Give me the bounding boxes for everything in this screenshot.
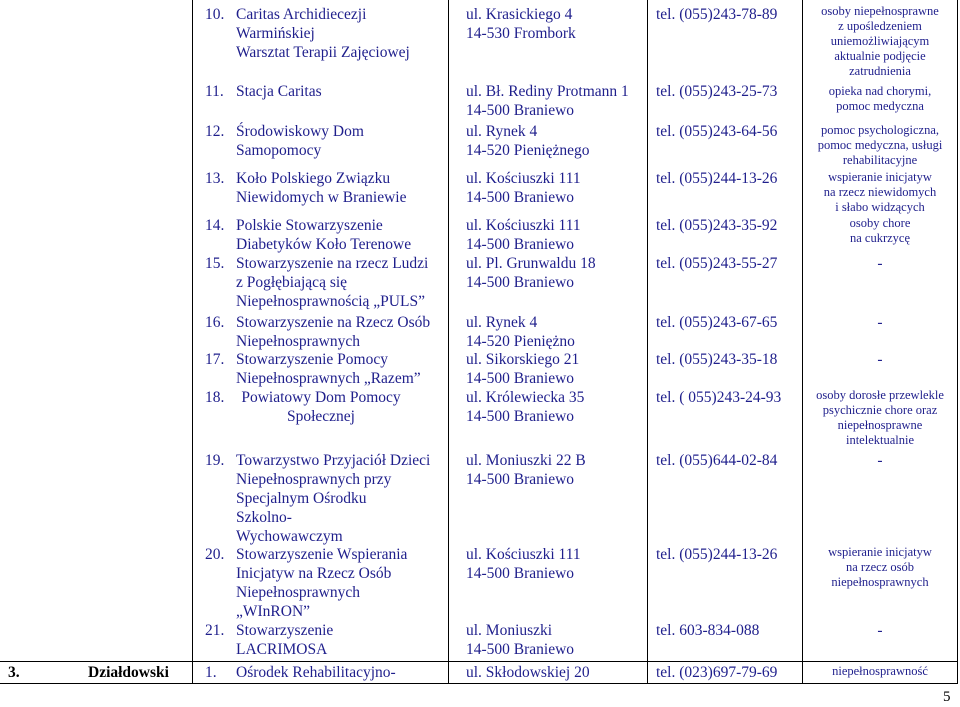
phone: tel. (055)243-35-18 — [656, 351, 778, 368]
organization-name: Stowarzyszenie Pomocy Niepełnosprawnych „Razem” — [236, 351, 421, 387]
row-number: 1. — [205, 664, 217, 681]
phone: tel. (055)244-13-26 — [656, 170, 778, 187]
organization-name: Ośrodek Rehabilitacyjno- — [236, 664, 396, 681]
phone: tel. (055)243-78-89 — [656, 6, 778, 23]
row-number: 17. — [205, 351, 225, 368]
table-col-divider-1 — [448, 0, 449, 662]
organization-name: Powiatowy Dom Pomocy Społecznej — [241, 389, 401, 425]
footer-col-divider-phone — [647, 661, 648, 684]
phone: tel. 603-834-088 — [656, 622, 760, 639]
phone: tel. (055)243-35-92 — [656, 217, 778, 234]
organization-name: Towarzystwo Przyjaciół Dzieci Niepełnosprawnych przy Specjalnym Ośrodku Szkolno- Wychowawczym — [236, 452, 431, 545]
organization-name: Stowarzyszenie Wspierania Inicjatyw na Rzecz Osób Niepełnosprawnych „WInRON” — [236, 546, 408, 620]
address: ul. Rynek 4 14-520 Pieniężnego — [466, 123, 590, 159]
organization-name: Stowarzyszenie na Rzecz Osób Niepełnosprawnych — [236, 314, 431, 350]
beneficiaries-note: wspieranie inicjatyw na rzecz niewidomych i słabo widzących — [823, 170, 937, 214]
organization-name: Środowiskowy Dom Samopomocy — [236, 123, 364, 159]
phone: tel. (055)644-02-84 — [656, 452, 778, 469]
organization-name: Polskie Stowarzyszenie Diabetyków Koło Terenowe — [236, 217, 412, 253]
district-name: Działdowski — [88, 664, 169, 681]
address: ul. Krasickiego 4 14-530 Frombork — [466, 6, 576, 42]
address: ul. Skłodowskiej 20 — [466, 664, 590, 681]
beneficiaries-note: - — [877, 314, 883, 331]
row-number: 15. — [205, 255, 225, 272]
beneficiaries-note: osoby dorosłe przewlekle psychicznie chore oraz niepełnosprawne intelektualnie — [816, 388, 944, 447]
row-number: 13. — [205, 170, 225, 187]
beneficiaries-note: opieka nad chorymi, pomoc medyczna — [828, 84, 932, 113]
address: ul. Moniuszki 14-500 Braniewo — [466, 622, 575, 658]
beneficiaries-note: - — [877, 351, 883, 368]
row-number: 21. — [205, 622, 225, 639]
footer-col-divider-address — [448, 661, 449, 684]
section-number: 3. — [8, 664, 20, 681]
address: ul. Bł. Rediny Protmann 1 14-500 Braniewo — [466, 83, 629, 119]
organization-name: Stowarzyszenie LACRIMOSA — [236, 622, 334, 658]
beneficiaries-note: wspieranie inicjatyw na rzecz osób niepełnosprawnych — [828, 545, 932, 589]
beneficiaries-note: osoby niepełnosprawne z upośledzeniem uniemożliwiającym aktualnie podjęcie zatrudnienia — [821, 4, 939, 78]
phone: tel. (055)244-13-26 — [656, 546, 778, 563]
organization-name: Koło Polskiego Związku Niewidomych w Braniewie — [236, 170, 407, 206]
beneficiaries-note: osoby chore na cukrzycę — [849, 216, 911, 245]
row-number: 11. — [205, 83, 224, 100]
phone: tel. (055)243-64-56 — [656, 123, 778, 140]
phone: tel. (055)243-55-27 — [656, 255, 778, 272]
table-row-divider-footer-bottom — [0, 683, 958, 684]
row-number: 18. — [205, 389, 225, 406]
phone: tel. (055)243-25-73 — [656, 83, 778, 100]
phone: tel. (055)243-67-65 — [656, 314, 778, 331]
table-col-divider-2 — [647, 0, 648, 662]
page-number: 5 — [943, 689, 951, 705]
row-number: 10. — [205, 6, 225, 23]
organization-name: Stacja Caritas — [236, 83, 322, 100]
address: ul. Królewiecka 35 14-500 Braniewo — [466, 389, 585, 425]
beneficiaries-note: - — [877, 622, 883, 639]
address: ul. Sikorskiego 21 14-500 Braniewo — [466, 351, 580, 387]
row-number: 19. — [205, 452, 225, 469]
table-border-left — [192, 0, 193, 662]
beneficiaries-note: niepełnosprawność — [832, 664, 928, 678]
organization-name: Caritas Archidiecezji Warmińskiej Warsztat Terapii Zajęciowej — [236, 6, 410, 61]
address: ul. Kościuszki 111 14-500 Braniewo — [466, 217, 581, 253]
table-row-divider-footer-top — [0, 661, 958, 662]
beneficiaries-note: - — [877, 452, 883, 469]
row-number: 14. — [205, 217, 225, 234]
address: ul. Pl. Grunwaldu 18 14-500 Braniewo — [466, 255, 596, 291]
phone: tel. (023)697-79-69 — [656, 664, 778, 681]
organization-name: Stowarzyszenie na rzecz Ludzi z Pogłębiającą się Niepełnosprawnością „PULS” — [236, 255, 429, 310]
footer-col-divider-district — [192, 661, 193, 684]
beneficiaries-note: pomoc psychologiczna, pomoc medyczna, usługi rehabilitacyjne — [817, 123, 943, 167]
address: ul. Moniuszki 22 B 14-500 Braniewo — [466, 452, 586, 488]
table-border-right — [957, 0, 958, 684]
row-number: 20. — [205, 546, 225, 563]
address: ul. Kościuszki 111 14-500 Braniewo — [466, 546, 581, 582]
beneficiaries-note: - — [877, 255, 883, 272]
row-number: 16. — [205, 314, 225, 331]
row-number: 12. — [205, 123, 225, 140]
address: ul. Rynek 4 14-520 Pieniężno — [466, 314, 575, 350]
phone: tel. ( 055)243-24-93 — [656, 389, 782, 406]
address: ul. Kościuszki 111 14-500 Braniewo — [466, 170, 581, 206]
